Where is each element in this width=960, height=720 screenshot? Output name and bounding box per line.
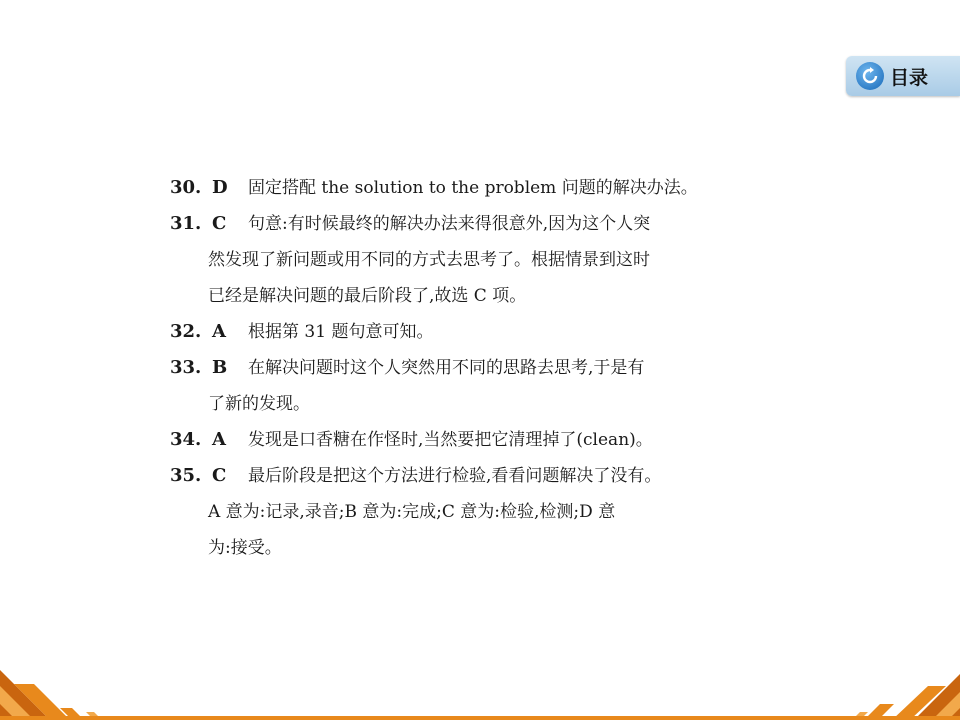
refresh-icon	[856, 62, 884, 90]
answer-letter: D	[212, 177, 228, 198]
answer-number: 31.	[170, 213, 202, 234]
answer-34	[170, 422, 810, 458]
answer-number: 32.	[170, 321, 202, 342]
corner-decoration-right	[850, 660, 960, 720]
answer-number: 34.	[170, 429, 202, 450]
answer-letter: C	[212, 213, 227, 234]
answer-letter: A	[212, 321, 226, 342]
answer-letter: C	[212, 465, 227, 486]
answer-33	[170, 350, 810, 422]
answer-number: 30.	[170, 177, 202, 198]
toc-button[interactable]	[846, 56, 960, 96]
answer-text: 固定搭配 the solution to the problem 问题的解决办法。	[248, 178, 698, 198]
toc-label: 目录	[890, 66, 929, 89]
answer-text: 根据第 31 题句意可知。	[248, 322, 434, 342]
answer-number: 35.	[170, 465, 202, 486]
answer-text: A 意为:记录,录音;B 意为:完成;C 意为:检验,检测;D 意	[208, 502, 616, 522]
corner-decoration-left	[0, 660, 110, 720]
answer-35	[170, 458, 810, 566]
answer-text: 最后阶段是把这个方法进行检验,看看问题解决了没有。	[248, 466, 662, 486]
answer-text: 了新的发现。	[208, 394, 310, 414]
answer-text: 发现是口香糖在作怪时,当然要把它清理掉了(clean)。	[248, 430, 653, 450]
answer-letter: B	[212, 357, 228, 378]
answer-number: 33.	[170, 357, 202, 378]
answer-letter: A	[212, 429, 226, 450]
answer-32	[170, 314, 810, 350]
answer-31	[170, 206, 810, 314]
answer-text: 为:接受。	[208, 538, 282, 558]
answer-text: 已经是解决问题的最后阶段了,故选 C 项。	[208, 286, 527, 306]
answer-text: 然发现了新问题或用不同的方式去思考了。根据情景到这时	[208, 250, 650, 270]
answer-text: 在解决问题时这个人突然用不同的思路去思考,于是有	[248, 358, 645, 378]
answer-list	[170, 170, 810, 566]
answer-30	[170, 170, 810, 206]
answer-text: 句意:有时候最终的解决办法来得很意外,因为这个人突	[248, 214, 651, 234]
bottom-accent-bar	[0, 716, 960, 720]
